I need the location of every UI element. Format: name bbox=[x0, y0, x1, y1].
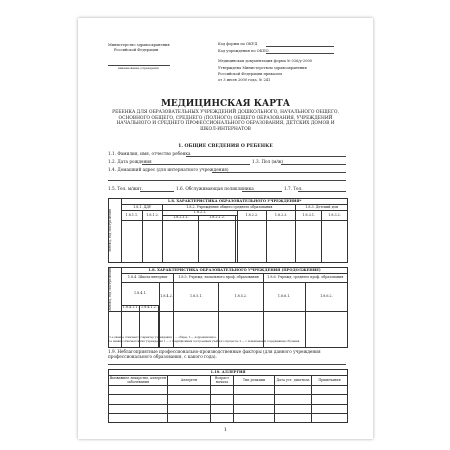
allergy-cell[interactable] bbox=[168, 386, 211, 395]
document-subtitle: РЕБЕНКА ДЛЯ ОБРАЗОВАТЕЛЬНЫХ УЧРЕЖДЕНИЙ ДОШКОЛЬНОГО, НАЧАЛЬНОГО ОБЩЕГО, ОСНОВНОГО ОБЩЕГО, СРЕДНЕГО (ПОЛНОГО) ОБЩЕГО ОБРАЗОВАНИЯ, УЧРЕЖДЕНИЙ НАЧАЛЬНОГО И СРЕДНЕГО ПРОФЕССИОНАЛЬНОГО ОБРАЗОВАНИЯ, ДЕТСКИХ ДОМОВ И ШКОЛ-ИНТЕРНАТОВ bbox=[112, 110, 339, 132]
allergy-cell[interactable] bbox=[234, 395, 275, 404]
field-1-2-label: 1.2. Дата рождения bbox=[108, 159, 152, 164]
table1-col-831: 1.8.3.1. bbox=[296, 211, 322, 221]
okud-line bbox=[266, 46, 334, 47]
table1-col-823: 1.8.2.3. bbox=[266, 211, 295, 221]
ministry-line1: Министерство здравоохранения bbox=[108, 43, 170, 47]
institution-table bbox=[108, 198, 348, 263]
allergy-cell[interactable] bbox=[234, 413, 275, 422]
allergy-cell[interactable] bbox=[168, 413, 211, 422]
allergy-cell[interactable] bbox=[109, 404, 168, 413]
allergy-cell[interactable] bbox=[275, 413, 312, 422]
okpo-label: Код учреждения по ОКПО bbox=[218, 49, 269, 53]
page-number: 1 bbox=[223, 427, 228, 433]
field-1-9-label: 1.9. Неблагоприятные профессионально-производственные факторы (для данного учреждения профессионального образования, с какого года). bbox=[108, 349, 321, 360]
table1-cell[interactable] bbox=[199, 221, 235, 263]
institution-caption: наименование учреждения bbox=[118, 66, 159, 70]
table2-group-6: 1.8.6. Учрежд. среднего проф. образования bbox=[263, 274, 347, 283]
table2-col-8412: 1.8.4.1.2. bbox=[141, 305, 157, 310]
allergy-cell[interactable] bbox=[168, 395, 211, 404]
table2-col-862: 1.8.6.2. bbox=[305, 283, 347, 312]
allergy-col-3: Возраст начала bbox=[211, 376, 234, 386]
allergy-col-6: Примечания bbox=[312, 376, 348, 386]
table1-col-821: 1.8.2.1. bbox=[163, 211, 237, 216]
table2-col-841: 1.8.4.1. bbox=[122, 283, 160, 306]
okud-label: Код формы по ОКУД bbox=[218, 42, 258, 46]
allergy-cell[interactable] bbox=[312, 404, 348, 413]
table1-cell[interactable] bbox=[322, 221, 348, 263]
table2-col-842: 1.8.4.2. bbox=[159, 283, 174, 312]
table1-col-822: 1.8.2.2. bbox=[237, 211, 266, 221]
document-title: МЕДИЦИНСКАЯ КАРТА bbox=[160, 99, 291, 109]
table2-side-label: Месяц, год поступления bbox=[108, 268, 112, 311]
field-1-6-label: 1.6. Обслуживающая поликлиника bbox=[176, 186, 254, 191]
field-1-7-line[interactable] bbox=[298, 191, 346, 192]
note-2: 2-е знание отмечается тип учреждения 1 — с традиционным построением учебного процесса, 2 — с повышенным содержанием обучения bbox=[108, 340, 300, 343]
table1-cell[interactable] bbox=[266, 221, 295, 263]
okpo-line bbox=[266, 53, 334, 54]
table1-cell[interactable] bbox=[163, 221, 199, 263]
table2-col-851: 1.8.5.1. bbox=[174, 283, 219, 312]
allergy-cell[interactable] bbox=[109, 386, 168, 395]
table2-col-852: 1.8.5.2. bbox=[219, 283, 264, 312]
table1-group-2: 1.8.2. Учреждение общего среднего образования bbox=[163, 205, 296, 211]
allergy-cell[interactable] bbox=[312, 413, 348, 422]
table1-cell[interactable] bbox=[296, 221, 322, 263]
allergy-table bbox=[108, 369, 348, 423]
field-1-6-line[interactable] bbox=[242, 191, 282, 192]
allergy-cell[interactable] bbox=[109, 395, 168, 404]
table2-header: 1.8. ХАРАКТЕРИСТИКА ОБРАЗОВАТЕЛЬНОГО УЧРЕЖДЕНИЯ (ПРОДОЛЖЕНИЕ) bbox=[122, 268, 348, 274]
approved-line2: Российской Федерации приказом bbox=[218, 72, 282, 76]
table1-col-832: 1.8.3.2. bbox=[322, 211, 348, 221]
field-1-4-line2[interactable] bbox=[108, 180, 346, 181]
table1-side-label: Месяц, год поступления bbox=[108, 209, 112, 252]
note-1: *1-е знание отмечается характер учреждения 1 — общее, 2 — коррекционное. bbox=[108, 336, 217, 339]
table2-group-4: 1.8.4. Школа-интернат bbox=[122, 274, 174, 283]
allergy-cell[interactable] bbox=[109, 413, 168, 422]
table1-group-3: 1.8.3. Детский дом bbox=[296, 205, 348, 211]
table2-side-cell bbox=[109, 268, 122, 312]
field-1-7-label: 1.7. Тел. bbox=[284, 186, 303, 191]
allergy-cell[interactable] bbox=[234, 386, 275, 395]
allergy-cell[interactable] bbox=[234, 404, 275, 413]
allergy-cell[interactable] bbox=[211, 395, 234, 404]
field-1-3-label: 1.3. Пол (м/ж) bbox=[252, 159, 284, 164]
field-1-1-line[interactable] bbox=[186, 156, 346, 157]
table1-col-8211: 1.8.2.1.1. bbox=[163, 216, 199, 221]
approved-line1: Утверждена Министерством здравоохранения bbox=[218, 66, 307, 70]
table1-header: 1.8. ХАРАКТЕРИСТИКА ОБРАЗОВАТЕЛЬНОГО УЧРЕЖДЕНИЯ* bbox=[122, 199, 348, 205]
table1-col-812: 1.8.1.2. bbox=[142, 211, 163, 221]
allergy-cell[interactable] bbox=[275, 386, 312, 395]
allergy-cell[interactable] bbox=[211, 386, 234, 395]
allergy-cell[interactable] bbox=[312, 395, 348, 404]
table2-group-5: 1.8.5. Учрежд. начального проф. образования bbox=[174, 274, 263, 283]
allergy-cell[interactable] bbox=[168, 404, 211, 413]
ministry-line2: Российской Федерации bbox=[114, 48, 159, 52]
table2-col-861: 1.8.6.1. bbox=[263, 283, 305, 312]
field-1-1-label: 1.1. Фамилия, имя, отчество ребенка bbox=[108, 151, 191, 156]
allergy-col-4: Тип реакции bbox=[234, 376, 275, 386]
allergy-col-1: Вызвавшее лекарство, аллерген заболевания bbox=[109, 376, 168, 386]
table1-col-811: 1.8.1.1. bbox=[122, 211, 143, 221]
field-1-3-line[interactable] bbox=[281, 164, 346, 165]
field-1-4-label: 1.4. Домашний адрес (для интернатного учреждения) bbox=[108, 167, 229, 172]
field-1-4-line[interactable] bbox=[212, 172, 346, 173]
allergy-cell[interactable] bbox=[211, 404, 234, 413]
table2-cell[interactable] bbox=[305, 311, 347, 347]
allergy-cell[interactable] bbox=[312, 386, 348, 395]
table1-side-cell bbox=[109, 199, 122, 263]
allergy-header: 1.10. АЛЛЕРГИЯ bbox=[109, 370, 348, 376]
table2-col-8411: 1.8.4.1.1. bbox=[122, 305, 139, 310]
document-page bbox=[78, 18, 373, 439]
approved-line3: от 3 июля 2000 года, № 241 bbox=[218, 78, 271, 82]
section1-title: 1. ОБЩИЕ СВЕДЕНИЯ О РЕБЕНКЕ bbox=[178, 144, 273, 149]
allergy-col-2: Аллерген bbox=[168, 376, 211, 386]
field-1-9-line[interactable] bbox=[108, 364, 346, 365]
allergy-cell[interactable] bbox=[211, 413, 234, 422]
field-1-5-line[interactable] bbox=[140, 191, 174, 192]
med-doc-label: Медицинская документация форма № 026/у-2000 bbox=[218, 59, 313, 63]
table1-col-8212: 1.8.2.1.2. bbox=[199, 216, 235, 221]
allergy-cell[interactable] bbox=[275, 395, 312, 404]
allergy-col-5: Дата уст. диагноза bbox=[275, 376, 312, 386]
allergy-cell[interactable] bbox=[275, 404, 312, 413]
table1-group-1: 1.8.1. ДДУ bbox=[122, 205, 163, 211]
table1-cell[interactable] bbox=[237, 221, 266, 263]
field-1-2-line[interactable] bbox=[142, 164, 250, 165]
table1-cell[interactable] bbox=[142, 221, 163, 263]
table1-cell[interactable] bbox=[122, 221, 143, 263]
field-1-5-label: 1.5. Тел. м/жит. bbox=[108, 186, 143, 191]
